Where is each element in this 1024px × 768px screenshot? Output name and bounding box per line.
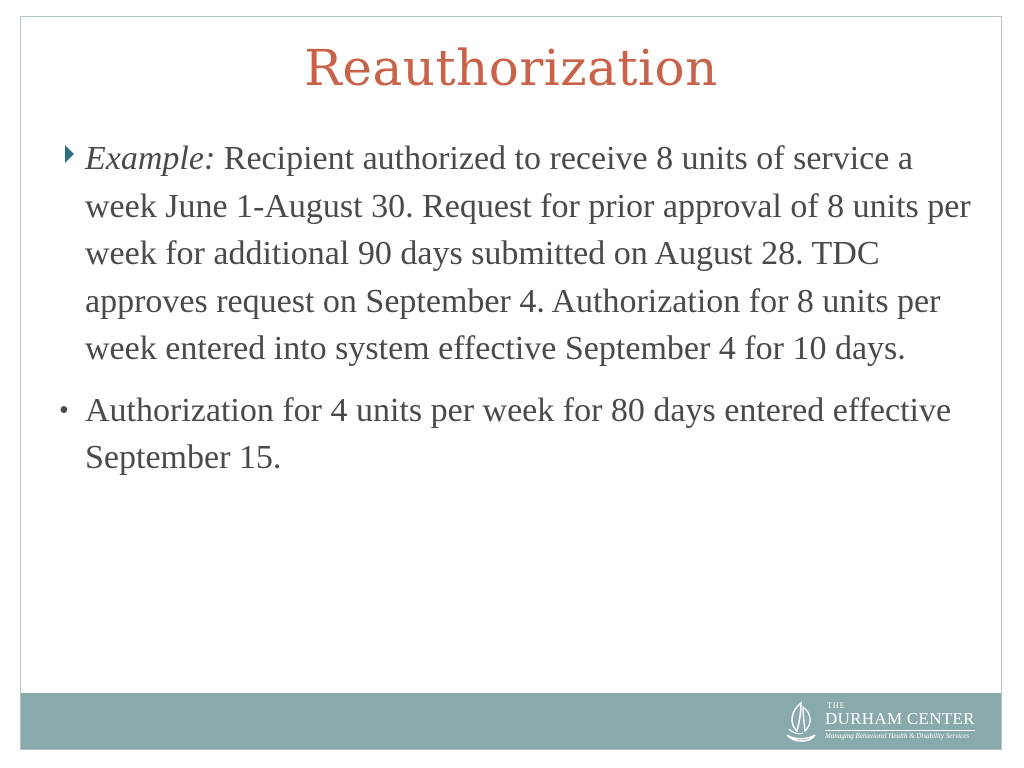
slide: [20, 16, 1002, 750]
bullet-item-example: [51, 135, 971, 373]
slide-title: Reauthorization: [304, 39, 718, 97]
bullet-text: Authorization for 4 units per week for 80 days entered effective September 15.: [85, 391, 952, 476]
bullet-item-authorization: [51, 387, 971, 482]
slide-content: [51, 135, 971, 482]
logo-tagline: Managing Behavioral Health & Disability Services: [825, 732, 970, 740]
dot-bullet-icon: •: [59, 394, 69, 426]
footer-bar: [21, 693, 1001, 749]
durham-center-logo: [783, 699, 993, 745]
logo-the: THE: [827, 701, 846, 710]
bullet-text: Recipient authorized to receive 8 units of service a week June 1-August 30. Request for prior approval of 8 units per week for additional 90 days submitted on August 28. TDC approves request on September 4. Authorization for 8 units per week entered into system effective September 4 for 10 days.: [85, 140, 971, 367]
leaf-hand-logo-icon: [783, 699, 819, 745]
bullet-lead: Example:: [85, 140, 216, 177]
arrow-bullet-icon: [65, 145, 74, 163]
logo-name: DURHAM CENTER: [825, 709, 975, 731]
